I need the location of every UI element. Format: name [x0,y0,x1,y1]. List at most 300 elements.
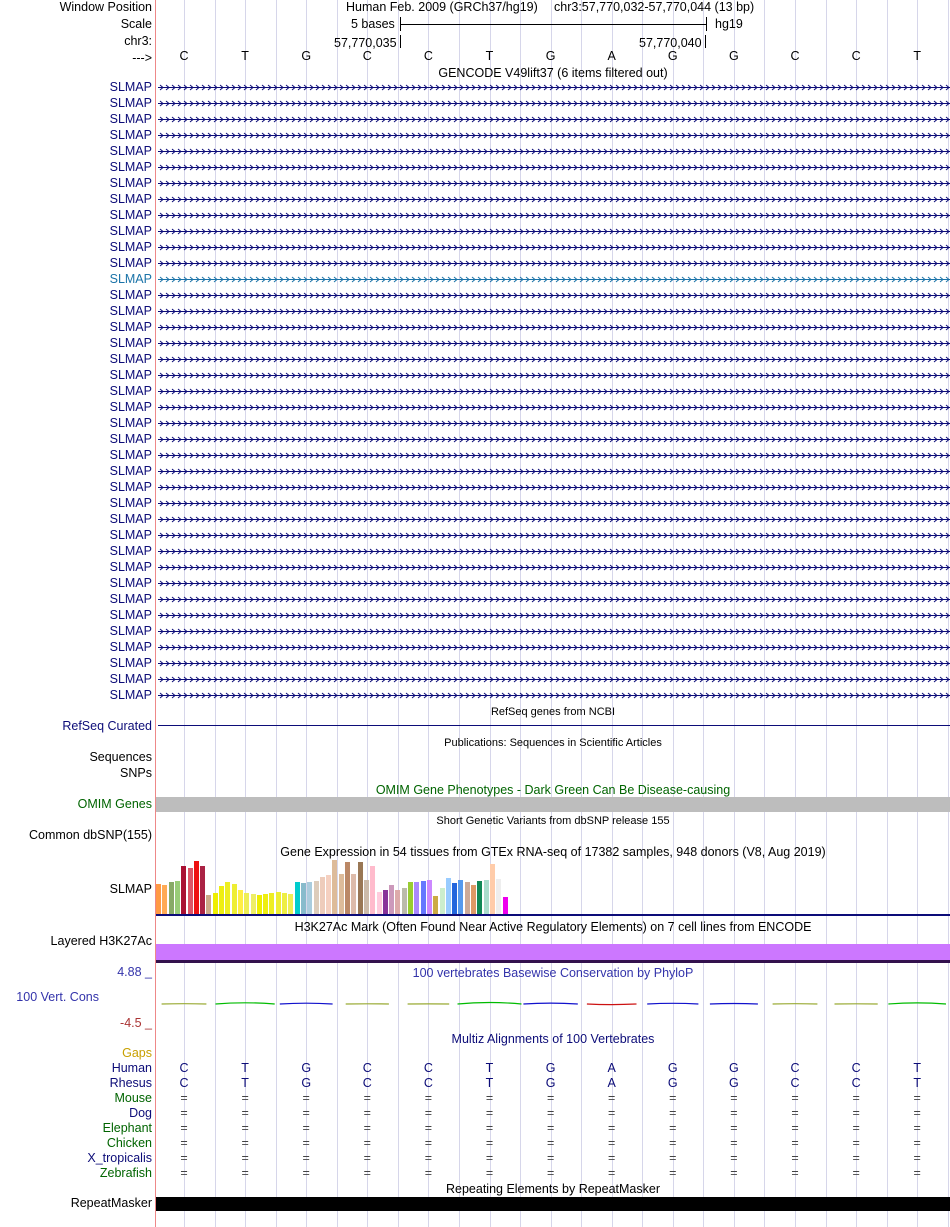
multiz-base: = [730,1136,738,1150]
gencode-row-label[interactable]: SLMAP [109,688,152,702]
coord-left: 57,770,035 [334,36,397,50]
multiz-base: = [241,1136,249,1150]
gencode-title[interactable]: GENCODE V49lift37 (6 items filtered out) [438,66,668,80]
gtex-tissue-bar[interactable] [458,880,463,914]
multiz-base: C [362,1076,372,1090]
multiz-base: = [791,1166,799,1180]
multiz-base: = [669,1121,677,1135]
gtex-tissue-bar[interactable] [326,875,331,914]
gencode-transcript[interactable] [158,402,950,413]
multiz-base: = [363,1166,371,1180]
multiz-base: C [179,1061,189,1075]
multiz-species-label: Dog [129,1106,152,1120]
scale-label: Scale [120,17,152,31]
gencode-transcript[interactable] [158,98,950,109]
gencode-row-label[interactable]: SLMAP [109,608,152,622]
multiz-base: = [546,1136,555,1150]
gencode-row-label[interactable]: SLMAP [109,288,152,302]
multiz-base: = [608,1166,616,1180]
gencode-row-label[interactable]: SLMAP [109,192,152,206]
gencode-transcript[interactable] [158,642,950,653]
multiz-base: = [791,1136,799,1150]
conservation-score-mark [888,1003,946,1004]
gencode-transcript[interactable] [158,178,950,189]
multiz-base: = [241,1151,249,1165]
multiz-base: = [241,1106,249,1120]
gtex-tissue-bar[interactable] [370,866,375,914]
multiz-base: G [545,1061,556,1075]
gencode-transcript[interactable] [158,322,950,333]
sequence-base: A [607,49,616,63]
gencode-row-label[interactable]: SLMAP [109,128,152,142]
multiz-base: C [851,1061,861,1075]
sequence-base: C [179,49,189,63]
multiz-base: = [730,1091,738,1105]
multiz-base: = [913,1106,921,1120]
gtex-tissue-bar[interactable] [156,884,161,914]
gencode-transcript-highlighted[interactable] [158,274,950,285]
multiz-base: C [790,1061,800,1075]
multiz-base: = [424,1151,433,1165]
h3k27ac-track-label[interactable]: Layered H3K27Ac [50,934,152,948]
multiz-base: = [913,1166,921,1180]
multiz-base: = [852,1136,860,1150]
multiz-base: A [607,1061,616,1075]
multiz-base: T [485,1076,494,1090]
gtex-tissue-bar[interactable] [263,894,268,914]
gtex-tissue-bar[interactable] [364,880,369,914]
multiz-base: = [424,1166,433,1180]
multiz-base: = [241,1091,249,1105]
gtex-tissue-bar[interactable] [383,890,388,914]
gencode-row-label[interactable]: SLMAP [109,80,152,94]
multiz-base: G [301,1076,312,1090]
gencode-transcript[interactable] [158,450,950,461]
multiz-base: = [485,1166,494,1180]
gencode-transcript[interactable] [158,386,950,397]
multiz-base: T [485,1061,494,1075]
gencode-row-label[interactable]: SLMAP [109,544,152,558]
conservation-score-mark [587,1004,637,1005]
gencode-transcript[interactable] [158,354,950,365]
gtex-tissue-bar[interactable] [358,862,363,914]
multiz-base: C [790,1076,800,1090]
conservation-score-mark [280,1003,333,1004]
gencode-transcript[interactable] [158,530,950,541]
multiz-base: C [423,1061,433,1075]
multiz-base: C [362,1061,372,1075]
dbsnp-track-label[interactable]: Common dbSNP(155) [29,828,152,842]
position-readout: chr3:57,770,032-57,770,044 (13 bp) [554,0,755,14]
gencode-row-label[interactable]: SLMAP [109,672,152,686]
assembly-title: Human Feb. 2009 (GRCh37/hg19) [346,0,538,14]
gtex-tissue-bar[interactable] [427,880,432,914]
gencode-transcript[interactable] [158,546,950,557]
tracks-panel[interactable] [156,0,950,1227]
multiz-base: = [546,1151,555,1165]
gencode-row-label[interactable]: SLMAP [109,144,152,158]
gtex-tissue-bar[interactable] [219,886,224,914]
gencode-transcript[interactable] [158,162,950,173]
gtex-tissue-bar[interactable] [244,893,249,914]
sequence-base: G [301,49,312,63]
gencode-row-label[interactable]: SLMAP [109,640,152,654]
conservation-score-mark [523,1003,577,1004]
conservation-track-label[interactable]: 100 Vert. Cons [16,990,99,1004]
multiz-base: C [851,1076,861,1090]
gtex-tissue-bar[interactable] [446,878,451,914]
multiz-base: = [608,1106,616,1120]
gencode-row-label[interactable]: SLMAP [109,368,152,382]
scale-bar [400,24,706,25]
gencode-transcript[interactable] [158,594,950,605]
multiz-base: = [424,1136,433,1150]
multiz-base: = [730,1106,738,1120]
publications-snps-label[interactable]: SNPs [120,766,152,780]
gencode-transcript[interactable] [158,370,950,381]
sequence-base: T [913,49,922,63]
multiz-base: = [241,1166,249,1180]
coord-right: 57,770,040 [639,36,702,50]
sequence-base: C [423,49,433,63]
gencode-row-label[interactable]: SLMAP [109,352,152,366]
gtex-tissue-bar[interactable] [477,881,482,914]
gtex-tissue-bar[interactable] [503,897,508,914]
gencode-transcript[interactable] [158,658,950,669]
gtex-tissue-bar[interactable] [377,892,382,914]
gtex-tissue-bar[interactable] [471,885,476,914]
gencode-row-label[interactable]: SLMAP [109,384,152,398]
gencode-row-label[interactable]: SLMAP [109,496,152,510]
multiz-base: = [546,1106,555,1120]
gencode-transcript[interactable] [158,498,950,509]
gtex-tissue-bar[interactable] [295,882,300,914]
multiz-base: = [485,1106,494,1120]
gtex-tissue-bar[interactable] [314,881,319,914]
gencode-transcript[interactable] [158,306,950,317]
gencode-transcript[interactable] [158,434,950,445]
gencode-transcript[interactable] [158,82,950,93]
multiz-species-label: Rhesus [109,1076,152,1090]
multiz-base: = [363,1106,371,1120]
gencode-row-label[interactable]: SLMAP [109,416,152,430]
gtex-tissue-bar[interactable] [206,895,211,914]
conservation-score-mark [216,1003,275,1004]
gtex-tissue-bar[interactable] [307,882,312,914]
gencode-row-label[interactable]: SLMAP [109,432,152,446]
multiz-base: = [180,1106,188,1120]
gencode-row-label[interactable]: SLMAP [109,576,152,590]
gtex-tissue-bar[interactable] [200,866,205,914]
multiz-base: = [852,1151,860,1165]
gtex-tissue-bar[interactable] [395,890,400,914]
gtex-tissue-bar[interactable] [175,881,180,914]
gtex-title: Gene Expression in 54 tissues from GTEx RNA-seq of 17382 samples, 948 donors (V8, Aug 2019) [280,845,826,859]
multiz-base: = [608,1091,616,1105]
gtex-tissue-bar[interactable] [194,861,199,914]
gencode-transcript[interactable] [158,226,950,237]
repeatmasker-feature-bar[interactable] [156,1197,950,1211]
multiz-base: = [852,1121,860,1135]
gtex-tissue-bar[interactable] [345,862,350,914]
conservation-plot[interactable] [156,990,950,1020]
gencode-transcript[interactable] [158,578,950,589]
gtex-tissue-bar[interactable] [389,885,394,914]
gencode-row-label[interactable]: SLMAP [109,528,152,542]
gtex-tissue-bar[interactable] [238,890,243,914]
gencode-transcript[interactable] [158,242,950,253]
gtex-tissue-bar[interactable] [257,895,262,914]
gtex-tissue-bar[interactable] [188,868,193,914]
gencode-transcript[interactable] [158,482,950,493]
gtex-tissue-bar[interactable] [162,885,167,914]
gtex-tissue-bar[interactable] [421,881,426,914]
multiz-base: = [485,1121,494,1135]
gencode-row-label[interactable]: SLMAP [109,448,152,462]
dbsnp-title: Short Genetic Variants from dbSNP release 155 [436,815,670,827]
multiz-base: = [791,1106,799,1120]
multiz-base: = [669,1106,677,1120]
multiz-base: G [545,1076,556,1090]
multiz-base: = [363,1121,371,1135]
gencode-row-label[interactable]: SLMAP [109,336,152,350]
sequence-base: G [667,49,678,63]
multiz-base: = [363,1136,371,1150]
gencode-transcript[interactable] [158,194,950,205]
multiz-base: = [608,1136,616,1150]
multiz-base: = [424,1091,433,1105]
conservation-min-label: -4.5 _ [120,1016,152,1030]
gencode-transcript[interactable] [158,418,950,429]
gtex-tissue-bar[interactable] [496,879,501,914]
gtex-tissue-bar[interactable] [320,877,325,914]
multiz-base: = [485,1151,494,1165]
gencode-transcript[interactable] [158,290,950,301]
publications-sequences-label[interactable]: Sequences [89,750,152,764]
gencode-row-label[interactable]: SLMAP [109,272,152,286]
multiz-base: = [180,1091,188,1105]
gencode-row-label[interactable]: SLMAP [109,160,152,174]
conservation-title: 100 vertebrates Basewise Conservation by PhyloP [412,966,694,980]
multiz-species-label: Chicken [106,1136,152,1150]
gencode-row-label[interactable]: SLMAP [109,256,152,270]
strand-label: ---> [132,51,152,65]
conservation-max-label: 4.88 _ [117,965,152,979]
gtex-tissue-bar[interactable] [339,874,344,914]
scale-bar-left-tick [400,17,401,31]
multiz-base: = [852,1166,860,1180]
multiz-base: = [913,1136,921,1150]
multiz-base: = [791,1151,799,1165]
multiz-base: = [913,1151,921,1165]
gtex-tissue-bar[interactable] [484,880,489,914]
gtex-tissue-bar[interactable] [440,888,445,914]
multiz-base: = [302,1136,310,1150]
multiz-base: = [485,1136,494,1150]
multiz-base: G [729,1061,739,1075]
gencode-transcript[interactable] [158,146,950,157]
multiz-base: = [363,1151,371,1165]
gtex-tissue-bar[interactable] [332,860,337,914]
gencode-row-label[interactable]: SLMAP [109,112,152,126]
multiz-base: = [302,1106,310,1120]
gencode-transcript[interactable] [158,626,950,637]
gtex-tissue-bar[interactable] [433,896,438,914]
assembly-short: hg19 [715,17,743,31]
h3k27ac-baseline [156,960,950,963]
gtex-tissue-bar[interactable] [452,883,457,914]
gtex-tissue-bar[interactable] [402,888,407,914]
gencode-transcript[interactable] [158,130,950,141]
sequence-base: C [362,49,372,63]
gencode-row-label[interactable]: SLMAP [109,464,152,478]
h3k27ac-title: H3K27Ac Mark (Often Found Near Active Regulatory Elements) on 7 cell lines from ENCODE [294,920,812,934]
multiz-base: T [913,1061,922,1075]
refseq-track-label[interactable]: RefSeq Curated [62,719,152,733]
multiz-base: = [546,1091,555,1105]
multiz-base: = [302,1166,310,1180]
gtex-tissue-bar[interactable] [288,894,293,914]
gencode-row-label[interactable]: SLMAP [109,240,152,254]
multiz-base: = [852,1106,860,1120]
gencode-row-label[interactable]: SLMAP [109,96,152,110]
gtex-tissue-bar[interactable] [232,884,237,914]
gencode-row-label[interactable]: SLMAP [109,400,152,414]
gencode-row-label[interactable]: SLMAP [109,560,152,574]
gtex-tissue-bar[interactable] [225,882,230,914]
refseq-title: RefSeq genes from NCBI [490,706,616,718]
multiz-base: = [669,1091,677,1105]
multiz-base: G [729,1076,739,1090]
multiz-base: = [791,1091,799,1105]
chrom-label: chr3: [124,34,152,48]
gtex-tissue-bar[interactable] [213,893,218,914]
gencode-row-label[interactable]: SLMAP [109,592,152,606]
conservation-score-mark [458,1003,522,1005]
sequence-base: T [485,49,494,63]
refseq-feature[interactable] [158,725,950,726]
gencode-row-label[interactable]: SLMAP [109,512,152,526]
multiz-base: = [180,1151,188,1165]
multiz-species-label: X_tropicalis [87,1151,152,1165]
gtex-tissue-bar[interactable] [282,893,287,914]
multiz-base: C [423,1076,433,1090]
gencode-row-label[interactable]: SLMAP [109,208,152,222]
conservation-score-mark [647,1003,698,1004]
multiz-base: G [667,1061,678,1075]
gencode-row-label[interactable]: SLMAP [109,224,152,238]
multiz-base: = [302,1121,310,1135]
multiz-base: = [669,1136,677,1150]
multiz-base: = [913,1121,921,1135]
multiz-base: = [424,1121,433,1135]
multiz-base: = [669,1166,677,1180]
window-position-label: Window Position [59,0,152,14]
scale-bar-right-tick [706,17,707,31]
multiz-title: Multiz Alignments of 100 Vertebrates [451,1032,655,1046]
gencode-transcript[interactable] [158,562,950,573]
gencode-transcript[interactable] [158,466,950,477]
gtex-tissue-bar[interactable] [465,882,470,914]
conservation-score-mark [710,1004,758,1005]
multiz-base: = [302,1151,310,1165]
multiz-base: = [730,1166,738,1180]
coord-left-tick [400,35,401,48]
multiz-base: C [179,1076,189,1090]
multiz-base: = [791,1121,799,1135]
gtex-tissue-bar[interactable] [414,882,419,914]
gencode-row-label[interactable]: SLMAP [109,656,152,670]
multiz-base: = [730,1151,738,1165]
gencode-row-label[interactable]: SLMAP [109,624,152,638]
coord-right-tick [705,35,706,48]
multiz-base: = [485,1091,494,1105]
publications-title: Publications: Sequences in Scientific Articles [444,737,662,749]
multiz-base: = [669,1151,677,1165]
sequence-base: C [851,49,861,63]
gtex-track-label[interactable]: SLMAP [109,882,152,896]
gencode-transcript[interactable] [158,114,950,125]
gencode-row-label[interactable]: SLMAP [109,304,152,318]
multiz-base: = [730,1121,738,1135]
multiz-base: = [241,1121,249,1135]
gencode-transcript[interactable] [158,258,950,269]
gtex-tissue-bar[interactable] [181,866,186,914]
multiz-base: = [424,1106,433,1120]
multiz-species-label: Elephant [102,1121,152,1135]
multiz-base: = [363,1091,371,1105]
gencode-transcript[interactable] [158,514,950,525]
multiz-base: T [913,1076,922,1090]
multiz-base: = [852,1091,860,1105]
multiz-species-label: Zebrafish [99,1166,152,1180]
repeatmasker-track-label[interactable]: RepeatMasker [70,1196,152,1210]
gencode-transcript[interactable] [158,690,950,701]
gencode-transcript[interactable] [158,210,950,221]
sequence-base: C [790,49,800,63]
gtex-tissue-bar[interactable] [251,894,256,914]
gencode-transcript[interactable] [158,674,950,685]
gtex-tissue-bar[interactable] [301,883,306,914]
gtex-tissue-bar[interactable] [269,893,274,914]
gtex-tissue-bar[interactable] [351,874,356,914]
gencode-transcript[interactable] [158,610,950,621]
multiz-gaps-label: Gaps [122,1046,152,1060]
gtex-tissue-bar[interactable] [408,882,413,914]
multiz-base: = [608,1121,616,1135]
gtex-tissue-bar[interactable] [169,882,174,914]
gtex-baseline [156,914,950,916]
gencode-row-label[interactable]: SLMAP [109,480,152,494]
omim-feature-bar[interactable] [156,797,950,812]
sequence-base: T [241,49,249,63]
h3k27ac-signal[interactable] [156,944,950,960]
multiz-base: = [302,1091,310,1105]
gtex-tissue-bar[interactable] [276,892,281,914]
gtex-tissue-bar[interactable] [490,864,495,914]
multiz-base: = [608,1151,616,1165]
multiz-base: = [546,1121,555,1135]
gencode-transcript[interactable] [158,338,950,349]
omim-track-label[interactable]: OMIM Genes [77,797,152,811]
gencode-row-label[interactable]: SLMAP [109,176,152,190]
multiz-base: A [607,1076,616,1090]
gencode-row-label[interactable]: SLMAP [109,320,152,334]
multiz-base: G [667,1076,678,1090]
multiz-base: = [546,1166,555,1180]
multiz-base: = [180,1166,188,1180]
multiz-species-label: Mouse [114,1091,152,1105]
